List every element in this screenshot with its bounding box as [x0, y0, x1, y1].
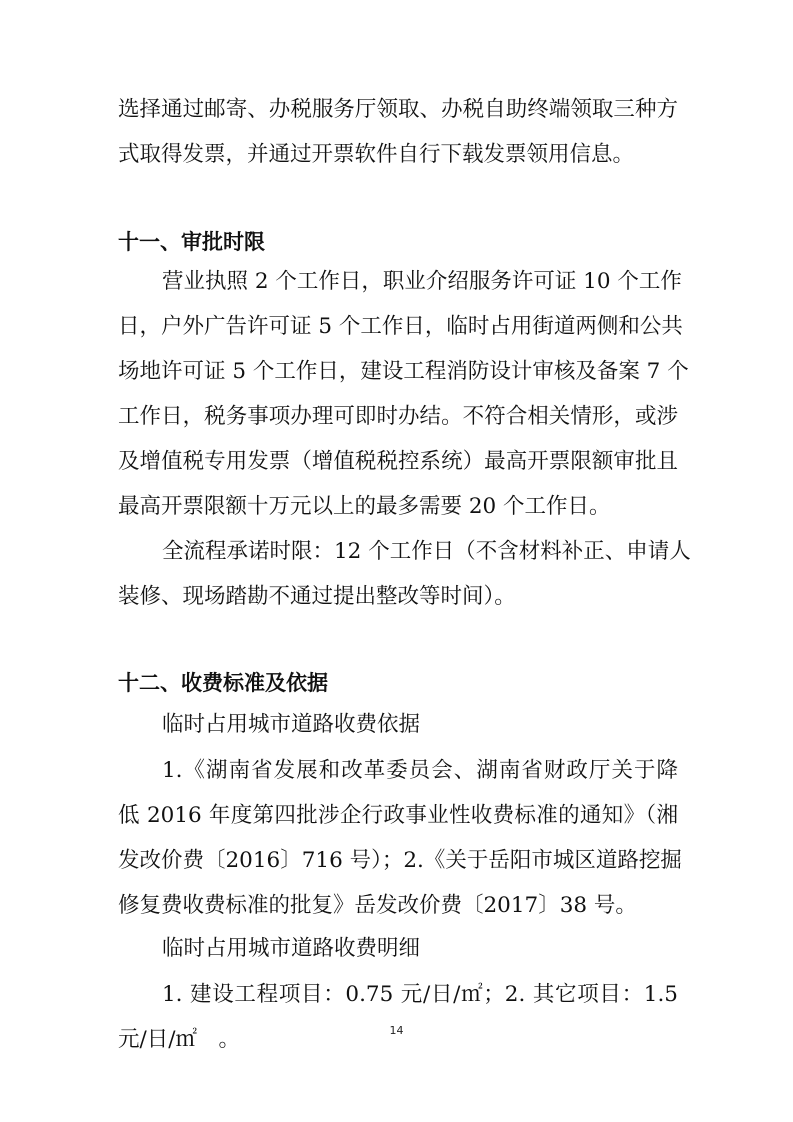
paragraph-line: 营业执照 2 个工作日，职业介绍服务许可证 10 个工作 — [162, 269, 682, 294]
paragraph-line: 低 2016 年度第四批涉企行政事业性收费标准的通知》（湘 — [118, 803, 678, 828]
paragraph-line: 1.《湖南省发展和改革委员会、湖南省财政厅关于降 — [162, 758, 678, 783]
paragraph-line: 最高开票限额十万元以上的最多需要 20 个工作日。 — [118, 494, 611, 519]
paragraph-line: 元/日/㎡ 。 — [118, 1027, 240, 1052]
paragraph-line: 装修、现场踏勘不通过提出整改等时间）。 — [118, 584, 516, 609]
paragraph-line: 全流程承诺时限：12 个工作日（不含材料补正、申请人 — [162, 539, 691, 564]
section-heading: 十一、审批时限 — [118, 230, 265, 254]
subheading: 临时占用城市道路收费依据 — [162, 712, 421, 737]
paragraph-line: 工作日，税务事项办理可即时办结。不符合相关情形，或涉 — [118, 404, 678, 429]
paragraph-line: 场地许可证 5 个工作日，建设工程消防设计审核及备案 7 个 — [118, 359, 689, 384]
paragraph-line: 式取得发票，并通过开票软件自行下载发票领用信息。 — [118, 142, 635, 167]
subheading: 临时占用城市道路收费明细 — [162, 936, 421, 961]
section-heading: 十二、收费标准及依据 — [118, 671, 328, 695]
paragraph-line: 1. 建设工程项目：0.75 元/日/㎡；2. 其它项目：1.5 — [162, 982, 678, 1007]
paragraph-line: 及增值税专用发票（增值税税控系统）最高开票限额审批且 — [118, 449, 678, 474]
paragraph-line: 日，户外广告许可证 5 个工作日，临时占用街道两侧和公共 — [118, 314, 683, 339]
paragraph-line: 选择通过邮寄、办税服务厅领取、办税自助终端领取三种方 — [118, 97, 678, 122]
paragraph-line: 修复费收费标准的批复》岳发改价费〔2017〕38 号。 — [118, 893, 637, 918]
page-number: 14 — [389, 1024, 404, 1037]
paragraph-line: 发改价费〔2016〕716 号）；2.《关于岳阳市城区道路挖掘 — [118, 848, 682, 873]
